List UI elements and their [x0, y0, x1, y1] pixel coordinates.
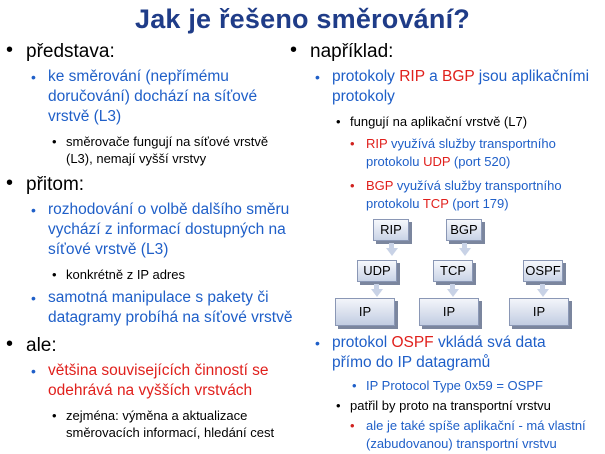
bullet-ipprotocol: • IP Protocol Type 0x59 = OSPF: [352, 378, 543, 393]
left-column: [4, 40, 304, 446]
bullet-dot-icon: •: [6, 172, 14, 194]
bullet-pritom-2: • samotná manipulace s pakety či datagramy probíhá na síťové vrstvě: [31, 289, 293, 326]
bullet-dot-icon: •: [315, 69, 320, 85]
rip-box: RIP: [373, 219, 409, 241]
down-arrow-icon: [459, 248, 471, 256]
bullet-pritom: • přitom:: [6, 172, 85, 195]
bullet-protokoly: • protokoly RIP a BGP jsou aplikačními protokoly: [315, 68, 590, 105]
down-arrow-icon: [447, 289, 459, 297]
bullet-dot-icon: •: [350, 418, 355, 433]
slide-title: Jak je řešeno směrování?: [135, 4, 470, 34]
bullet-dot-icon: •: [6, 333, 14, 355]
bullet-bgp-tcp: • BGP využívá služby transportního protokolu TCP (port 179): [350, 178, 562, 211]
bgp-box: BGP: [446, 219, 482, 241]
bullet-predstava: • představa:: [6, 39, 115, 62]
protocol-stack-diagram: [335, 216, 605, 331]
bullet-dot-icon: •: [6, 39, 14, 61]
bullet-predstava-1-1: • směrovače fungují na síťové vrstvě (L3), nemají vyšší vrstvy: [52, 134, 269, 166]
bullet-dot-icon: •: [315, 335, 320, 351]
bullet-dot-icon: •: [290, 39, 298, 61]
bullet-dot-icon: •: [31, 290, 36, 306]
bullet-dot-icon: •: [350, 178, 355, 193]
right-column-bottom: [288, 333, 603, 453]
bullet-dot-icon: •: [336, 114, 341, 129]
bullet-dot-icon: •: [31, 202, 36, 218]
tcp-box: TCP: [433, 260, 473, 282]
bullet-fungujinaaplikacni: • fungují na aplikační vrstvě (L7): [336, 114, 528, 129]
bullet-dot-icon: •: [352, 378, 357, 393]
bullet-dot-icon: •: [52, 134, 57, 149]
bullet-patril: • patřil by proto na transportní vrstvu: [336, 398, 551, 413]
ospf-box: OSPF: [523, 260, 563, 282]
udp-box: UDP: [357, 260, 397, 282]
bullet-predstava-1: • ke směrování (nepřímému doručování) dochází na síťové vrstvě (L3): [31, 68, 258, 125]
bullet-dot-icon: •: [52, 408, 57, 423]
bullet-dot-icon: •: [52, 267, 57, 282]
bullet-dot-icon: •: [350, 136, 355, 151]
bullet-dot-icon: •: [336, 398, 341, 413]
ip-box: IP: [509, 298, 569, 326]
bullet-pritom-1: • rozhodování o volbě dalšího směru vychází z informací dostupných na síťové vrstvě (L3): [31, 201, 290, 258]
ip-box: IP: [419, 298, 479, 326]
bullet-ospf: • protokol OSPF vkládá svá data přímo do IP datagramů: [315, 334, 546, 371]
bullet-rip-udp: • RIP využívá služby transportního protokolu UDP (port 520): [350, 136, 556, 169]
bullet-dot-icon: •: [31, 69, 36, 85]
bullet-napriklad: • například:: [290, 39, 394, 62]
down-arrow-icon: [537, 289, 549, 297]
bullet-pritom-1-1: • konkrétně z IP adres: [52, 267, 185, 282]
down-arrow-icon: [386, 248, 398, 256]
bullet-alejetake: • ale je také spíše aplikační - má vlastní (zabudovanou) transportní vrstvu: [350, 418, 586, 451]
ip-box: IP: [335, 298, 395, 326]
bullet-ale-1-1: • zejména: výměna a aktualizace směrovacích informací, hledání cest: [52, 408, 275, 440]
bullet-ale: • ale:: [6, 333, 57, 356]
down-arrow-icon: [371, 289, 383, 297]
bullet-dot-icon: •: [31, 363, 36, 379]
bullet-ale-1: • většina souvisejících činností se odehrává na vyšších vrstvách: [31, 362, 269, 399]
right-column: [288, 40, 603, 219]
